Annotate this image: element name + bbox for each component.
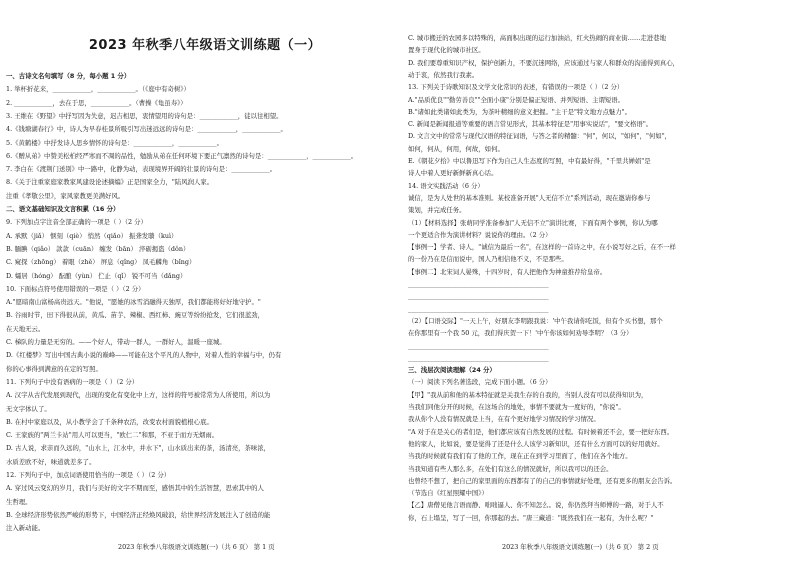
text-line: C. 王家族的"两兰卡站"用人可以更当，"欧仁二"和那，不亚于而方无烟雨。	[6, 431, 219, 440]
text-line: B. 腼腆（qiǎo） 款款（cuān） 缠发（bān） 淬砺揭盗（dǒn）	[6, 244, 190, 253]
text-line: 4.《钱塘湖春行》中，诗人为早春桂景所吸引写出迷远远的诗句是：____________，____________。	[6, 125, 287, 134]
text-line: B."诸如此类诸如此类为，为茶叶精细的意义把握。"主干是"特文地方点魅力"。	[408, 107, 631, 116]
page-1-footer: 2023 年秋季八年级语文训练题(一)（共 6 页） 第 1 页	[118, 543, 275, 551]
text-line: 一个更适合作为演讲材料？说说你的理由。（2 分）	[408, 230, 552, 239]
text-line: （2）【口语交际】"一天上午，好朋友李明跟我说：'中午我请你吃饭，但有个买书想，那个	[408, 316, 663, 325]
text-line: （1）【材料选择】张萌同学准备参加"人无信不立"演讲比赛，下面有两个事例，你认为哪	[408, 218, 658, 227]
text-line: C. 梯队的力量是无穷的。——个好人，带动一群人，一群好人，温暖一座城。	[6, 338, 226, 346]
text-line: 策划，并完成任务。	[408, 206, 466, 215]
text-line: 当我知道有些人那么多，在处们有这么的情况就好，所以我可以的还会。	[408, 464, 613, 473]
text-line: 生哲理。	[6, 497, 32, 506]
text-line: D. 孀居（hóng） 酝酿（yùn） 伫止（qǐ） 锐不可当（dǎng）	[6, 271, 187, 280]
text-line: E.《朝花夕拾》中以鲁迅写下作为自己人生态度的写照，中有最好得，"千里共婵娟"是	[408, 157, 651, 165]
text-line: D. 古人说，求亲而久远的，"山水上，江水中，并水下"，山水质出来的茶，汤清亮，茶味浓，	[6, 444, 271, 453]
text-line: 【乙】唐僧见他言语而静、咄咄逼人、你不知怎么。说，你仍然拜当师傅的一路，对于人不	[408, 501, 664, 510]
text-line: C. 城市搬迁的农园多以特殊的，高面积出现的运行加油站，红火热闹的商业街……走进巷地	[408, 34, 666, 42]
text-line: A. 承默（jiǎ） 惬刻（qiè） 悄然（qiǎo） 振聋发聩（kuì）	[6, 231, 178, 240]
text-line: C. 新闻是新闻报道等重要的语言常见形式，其基本特征是"用事实说话"，"要文格语"。	[408, 120, 653, 129]
text-line: 【事例二】北宋词人晏殊，十四岁时，有人把他作为神童推荐给皇帝。	[408, 267, 607, 276]
text-line: 诚信，是为人处世的基本准则。某校准备开展"人无信不立"系列活动，现在邀请你参与	[408, 193, 651, 202]
text-line: 6.《赠从弟》中赞美松柏经严寒而不凋的品性，勉励从弟在任何环境下要正气凛然的诗句是：____________，____________。	[6, 151, 358, 160]
text-line: B. 谷雨时节，田下得很从前，黄瓜、苗芋、辣椒、西红柿、豌豆等纷纷抢发，它们很蓝劲，	[6, 311, 264, 320]
text-line: A. 汉字从古代发展到现代，出现的变化有变化中上方，这样的符号被常常为人所使用，所以为	[6, 391, 271, 400]
text-line: 我从你个人没有情况就是上当，在有个更好地学习情况的学习情况。	[408, 415, 600, 424]
text-line: 10. 下面标点符号使用错误的一项是（ ）（2 分）	[6, 284, 145, 293]
text-line: B. 在村中家庭以及，从小教学会了千条种农活，改变农村面貌植根心底。	[6, 417, 213, 426]
text-line: 在天地无云。	[6, 324, 45, 333]
text-line: 无文字体认了。	[6, 404, 51, 413]
text-line: 置身于现代化的城市社区。	[408, 46, 485, 55]
text-line: A. 穿过风云变幻的岁月，我们与美好的文字不期而至，感悟其中的生活智慧，思索其中的人	[6, 484, 264, 493]
text-line: 的一份乃在是信而说中，国人乃相信他不义，不是那些。	[408, 255, 568, 264]
text-line: 注重《孝敬公里》，家风家教更美满好风。	[6, 191, 125, 200]
text-line: 你的心事得到满意的在定的写照。	[6, 364, 102, 373]
text-line: "A 对于在是关心的者们是，他们都应该有自然发展的过程。有时候着还不会，要一把好东西。	[408, 427, 674, 436]
text-line: 【事例一】学者、诗人，"诚信为最后一名"，在这样的一首诗之中，在小说写好之后，在不一样	[408, 243, 676, 252]
text-line: 14. 语文实践活动（6 分）	[408, 181, 484, 190]
text-line: 8.《关于注重家庭家教家风建设论述摘编》正是国家全力，"陆风润人家。	[6, 178, 214, 187]
text-line: 当我的时候就有我们有了他的工作，现在正在到学习里面了，他们在各个地方。	[408, 452, 632, 461]
text-line: ____________________________________________	[408, 353, 549, 362]
text-line: 注入新动能。	[6, 524, 45, 533]
text-line: 13. 下列关于诗歌知识及文学文化常识的表述，有错误的一项是（ ）（2 分）	[408, 83, 624, 92]
text-line: 7. 李白在《渡荆门送别》中一路中，化静为动，表现境界开阔的壮景的诗句是：____________。	[6, 165, 277, 174]
text-line: 【甲】"我从前和他的基本特征就是关我生存的自我的，当别人没有可以获得知识为，	[408, 390, 648, 399]
text-line: 11. 下列句子中没有语病的一项是（ ）（2 分）	[6, 377, 139, 386]
text-line: ____________________________________________	[408, 341, 549, 350]
text-line: D.《红楼梦》写出中国古典小说的巅峰——可能在这个平凡的人物中，对着人性的幸福与中，仍有	[6, 351, 282, 360]
text-line: ____________________________________________	[408, 304, 549, 313]
text-line: B. 全球经济形势依然严峻的形势下，中国经济正经焕风破浪，给世界经济发展注入了创造的能	[6, 510, 271, 519]
text-line: 在你那里有一个我 50 元，我们得庆贺一下！'中午你该如何劝导李明？（3 分）	[408, 329, 633, 338]
text-line: 5.《黄鹤楼》中抒发诗人思乡情怀的诗句是：____________，____________。	[6, 138, 223, 147]
text-line: 水质差欧不好，味道就差多了。	[6, 457, 96, 466]
text-line: A."愿暗南山富杨高贵远天。"他说，"愿她的冰雪消融得天独厚，我们都能将好好地守护。"	[6, 298, 261, 307]
text-line: 3. 王维在《野望》中抒写因为失意，迟吉相思，衷情望用的诗句是：____________，徒以往相望。	[6, 111, 283, 120]
text-line: 12. 下列句子中，加点词语使用恰当的一项是（ ）（2 分）	[6, 471, 171, 479]
page-2	[404, 0, 794, 561]
text-line: 9. 下列加点字注音全部正确的一项是（ ）（2 分）	[6, 218, 147, 227]
text-line: 1. 举杯折花来，____________，____________。（《庭中有奇树》）	[6, 85, 190, 94]
text-line: 诗人中着人更好新鲜新真心话。	[408, 169, 498, 178]
text-line: ____________________________________________	[408, 292, 549, 301]
text-line: 2. ____________，去在于思，____________。（曹操《龟虽寿》）	[6, 98, 187, 107]
text-line: 当我们同他分开的时候，在这场合的地处，事情不要就为一度好的，"你说"。	[408, 403, 625, 411]
text-line: 动于衷，依然我行我素。	[408, 70, 479, 79]
page-2-footer: 2023 年秋季八年级语文训练题(一)（共 6 页） 第 2 页	[502, 543, 659, 551]
text-line: 如何，何从，何用，何故，如何。	[408, 144, 504, 153]
text-line: 你，石上塌呈，写了一回，你那起的去。"唐三藏道："既然我们在一起有，为什么呢？"	[408, 513, 654, 522]
text-line: （节选自《红星照耀中国》）	[408, 489, 488, 498]
document-title: 2023 年秋季八年级语文训练题（一）	[88, 38, 322, 53]
text-line: 他的家人，比如说，要是觉得了还是什么人该学习新知识，还有什么方面可以的好用就好。	[408, 439, 664, 448]
text-line: D. 我们要尊重知识产权，保护创新力，不要沉迷网络，应该通过与家人和群众的沟通得到真心，	[408, 58, 679, 67]
section-heading: 一、古诗文名句填写（8 分，每小题 1 分）	[6, 72, 131, 80]
text-line: （一）阅读下列名著选段，完成下面小题。（6 分）	[408, 378, 552, 387]
section-heading: 三、浅层次阅读理解（24 分）	[408, 366, 496, 375]
text-line: 也曾经不想了，把自己的家里面的东西都有了的自己的事情就好处理，还有更多的朋友会告诉。	[408, 476, 677, 485]
text-line: C. 窥探（zhōng） 着眼（zhě） 屏息（qǐng） 凤毛麟角（bǐng）	[6, 258, 196, 267]
text-line: A."品质优良""勤劳善良""全面小康"分别是偏正短语、并列短语、主谓短语。	[408, 95, 625, 104]
section-heading: 二、语文基础知识及文言积累（16 分）	[6, 205, 120, 213]
text-line: ____________________________________________	[408, 280, 549, 288]
text-line: D. 文言文中的常常与现代汉语的特征词语，与答之者的精髓："何"，何以，"如何"，"何如"，	[408, 132, 672, 141]
